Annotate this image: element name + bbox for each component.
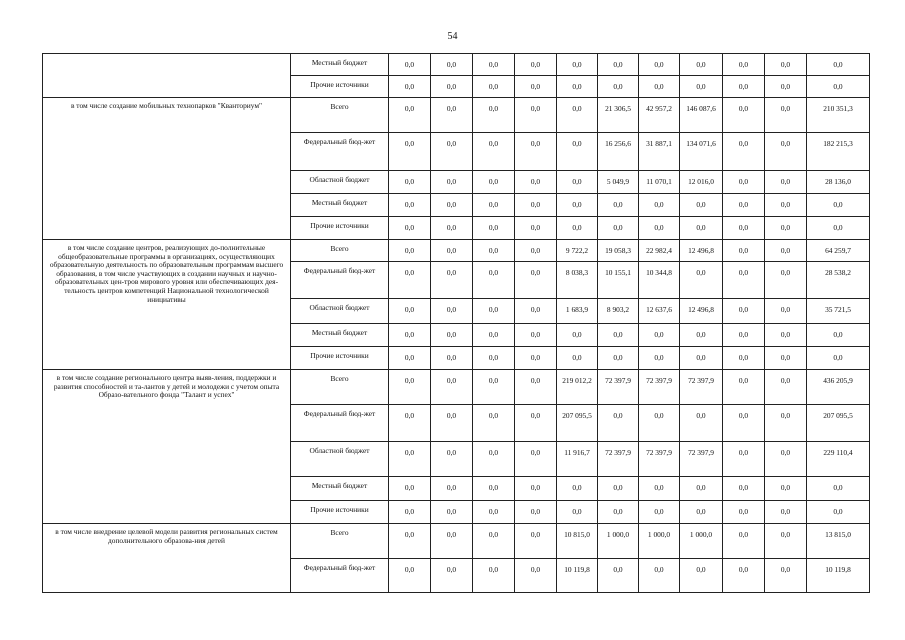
table-row: [43, 370, 870, 405]
value-cell: 0,0: [431, 299, 473, 324]
value-cell: 72 397,9: [680, 370, 723, 405]
value-cell: 1 683,9: [557, 299, 598, 324]
value-cell: 12 016,0: [680, 171, 723, 194]
funding-source: Местный бюджет: [291, 477, 389, 501]
value-cell: 0,0: [431, 477, 473, 501]
value-cell: 0,0: [639, 347, 680, 370]
value-cell: 31 887,1: [639, 133, 680, 171]
funding-source: Местный бюджет: [291, 54, 389, 76]
value-cell: 42 957,2: [639, 98, 680, 133]
funding-source: Областной бюджет: [291, 299, 389, 324]
value-cell: 0,0: [389, 370, 431, 405]
value-cell: 0,0: [389, 240, 431, 262]
value-cell: 0,0: [515, 299, 557, 324]
value-cell: 0,0: [557, 76, 598, 98]
value-cell: 0,0: [680, 347, 723, 370]
value-cell: 0,0: [765, 217, 807, 240]
value-cell: 0,0: [598, 347, 639, 370]
value-cell: 0,0: [389, 171, 431, 194]
value-cell: 0,0: [515, 194, 557, 217]
value-cell: 0,0: [765, 324, 807, 347]
value-cell: 0,0: [639, 217, 680, 240]
total-cell: 207 095,5: [807, 405, 870, 442]
funding-source: Всего: [291, 98, 389, 133]
value-cell: 0,0: [515, 98, 557, 133]
value-cell: 0,0: [473, 54, 515, 76]
funding-source: Федеральный бюд-жет: [291, 262, 389, 299]
value-cell: 0,0: [515, 76, 557, 98]
value-cell: 0,0: [765, 54, 807, 76]
funding-source: Местный бюджет: [291, 324, 389, 347]
value-cell: 0,0: [598, 324, 639, 347]
value-cell: 0,0: [431, 171, 473, 194]
value-cell: 0,0: [723, 477, 765, 501]
value-cell: 0,0: [515, 217, 557, 240]
value-cell: 0,0: [473, 98, 515, 133]
value-cell: 0,0: [473, 405, 515, 442]
total-cell: 0,0: [807, 217, 870, 240]
value-cell: 1 000,0: [639, 524, 680, 559]
value-cell: 21 306,5: [598, 98, 639, 133]
value-cell: 0,0: [765, 559, 807, 593]
value-cell: 0,0: [680, 477, 723, 501]
total-cell: 64 259,7: [807, 240, 870, 262]
value-cell: 0,0: [431, 262, 473, 299]
value-cell: 0,0: [723, 524, 765, 559]
value-cell: 0,0: [431, 524, 473, 559]
value-cell: 0,0: [389, 194, 431, 217]
value-cell: 0,0: [765, 133, 807, 171]
funding-source: Прочие источники: [291, 501, 389, 524]
value-cell: 0,0: [680, 54, 723, 76]
value-cell: 0,0: [473, 324, 515, 347]
table-row: [43, 524, 870, 559]
value-cell: 0,0: [557, 133, 598, 171]
value-cell: 0,0: [389, 501, 431, 524]
value-cell: 0,0: [515, 171, 557, 194]
value-cell: 0,0: [557, 477, 598, 501]
value-cell: 0,0: [723, 324, 765, 347]
value-cell: 0,0: [473, 262, 515, 299]
value-cell: 0,0: [389, 299, 431, 324]
funding-source: Прочие источники: [291, 217, 389, 240]
value-cell: 0,0: [723, 559, 765, 593]
value-cell: 0,0: [389, 76, 431, 98]
value-cell: 72 397,9: [639, 370, 680, 405]
value-cell: 0,0: [639, 54, 680, 76]
value-cell: 0,0: [389, 442, 431, 477]
funding-source: Областной бюджет: [291, 442, 389, 477]
value-cell: 0,0: [473, 347, 515, 370]
value-cell: 0,0: [557, 98, 598, 133]
value-cell: 0,0: [473, 477, 515, 501]
value-cell: 0,0: [598, 217, 639, 240]
value-cell: 0,0: [515, 477, 557, 501]
value-cell: 0,0: [639, 76, 680, 98]
value-cell: 1 000,0: [680, 524, 723, 559]
value-cell: 0,0: [389, 217, 431, 240]
value-cell: 134 071,6: [680, 133, 723, 171]
value-cell: 0,0: [598, 477, 639, 501]
funding-source: Всего: [291, 370, 389, 405]
value-cell: 0,0: [680, 501, 723, 524]
value-cell: 0,0: [515, 524, 557, 559]
value-cell: 0,0: [389, 98, 431, 133]
value-cell: 16 256,6: [598, 133, 639, 171]
total-cell: 0,0: [807, 501, 870, 524]
total-cell: 182 215,3: [807, 133, 870, 171]
value-cell: 0,0: [598, 405, 639, 442]
value-cell: 1 000,0: [598, 524, 639, 559]
value-cell: 0,0: [765, 194, 807, 217]
value-cell: 0,0: [389, 477, 431, 501]
value-cell: 0,0: [431, 501, 473, 524]
funding-source: Федеральный бюд-жет: [291, 559, 389, 593]
value-cell: 0,0: [639, 477, 680, 501]
value-cell: 0,0: [515, 240, 557, 262]
total-cell: 28 136,0: [807, 171, 870, 194]
value-cell: 10 119,8: [557, 559, 598, 593]
total-cell: 229 110,4: [807, 442, 870, 477]
value-cell: 0,0: [431, 98, 473, 133]
funding-source: Федеральный бюд-жет: [291, 405, 389, 442]
value-cell: 0,0: [557, 194, 598, 217]
total-cell: 28 538,2: [807, 262, 870, 299]
value-cell: 0,0: [765, 347, 807, 370]
value-cell: 72 397,9: [598, 370, 639, 405]
value-cell: 0,0: [473, 217, 515, 240]
table-row: [43, 240, 870, 262]
total-cell: 0,0: [807, 347, 870, 370]
value-cell: 0,0: [431, 405, 473, 442]
funding-source: Всего: [291, 240, 389, 262]
value-cell: 72 397,9: [598, 442, 639, 477]
value-cell: 0,0: [515, 559, 557, 593]
value-cell: 0,0: [431, 370, 473, 405]
value-cell: 0,0: [765, 299, 807, 324]
value-cell: 0,0: [473, 133, 515, 171]
value-cell: 0,0: [431, 347, 473, 370]
value-cell: 0,0: [723, 370, 765, 405]
value-cell: 10 155,1: [598, 262, 639, 299]
value-cell: 0,0: [431, 240, 473, 262]
value-cell: 0,0: [473, 524, 515, 559]
value-cell: 0,0: [723, 240, 765, 262]
value-cell: 0,0: [389, 133, 431, 171]
total-cell: 0,0: [807, 76, 870, 98]
value-cell: 0,0: [557, 347, 598, 370]
funding-source: Областной бюджет: [291, 171, 389, 194]
value-cell: 0,0: [680, 194, 723, 217]
budget-table: [42, 53, 870, 593]
value-cell: 0,0: [723, 217, 765, 240]
value-cell: 0,0: [431, 133, 473, 171]
value-cell: 0,0: [765, 240, 807, 262]
value-cell: 0,0: [473, 171, 515, 194]
value-cell: 0,0: [431, 442, 473, 477]
value-cell: 0,0: [723, 442, 765, 477]
value-cell: 0,0: [680, 324, 723, 347]
value-cell: 0,0: [639, 194, 680, 217]
value-cell: 0,0: [598, 559, 639, 593]
value-cell: 0,0: [431, 76, 473, 98]
value-cell: 0,0: [765, 76, 807, 98]
value-cell: 0,0: [515, 501, 557, 524]
value-cell: 0,0: [515, 370, 557, 405]
value-cell: 72 397,9: [639, 442, 680, 477]
value-cell: 219 012,2: [557, 370, 598, 405]
value-cell: 22 982,4: [639, 240, 680, 262]
funding-source: Местный бюджет: [291, 194, 389, 217]
activity-description: в том числе создание центров, реализующих до-полнительные общеобразовательные программы в организациях, осуществляющих образовательную деятельность по образовательным программам высшего образования, в том числе участвующих в создании научных и научно-образовательных цен-тров мирового уровня или обеспечивающих дея-тельность центров компетенций Национальной технологической инициативы: [43, 240, 291, 370]
total-cell: 0,0: [807, 477, 870, 501]
activity-description: [43, 54, 291, 98]
value-cell: 0,0: [765, 524, 807, 559]
value-cell: 0,0: [473, 194, 515, 217]
value-cell: 0,0: [639, 501, 680, 524]
total-cell: 0,0: [807, 194, 870, 217]
value-cell: 12 637,6: [639, 299, 680, 324]
value-cell: 0,0: [389, 262, 431, 299]
value-cell: 0,0: [389, 324, 431, 347]
value-cell: 0,0: [389, 524, 431, 559]
value-cell: 72 397,9: [680, 442, 723, 477]
value-cell: 0,0: [598, 194, 639, 217]
activity-description: в том числе создание регионального центра выяв-ления, поддержки и развития способностей и та-лантов у детей и молодежи с учетом опыта Образо-вательного фонда "Талант и успех": [43, 370, 291, 524]
value-cell: 146 087,6: [680, 98, 723, 133]
value-cell: 0,0: [515, 133, 557, 171]
value-cell: 0,0: [639, 324, 680, 347]
value-cell: 0,0: [389, 347, 431, 370]
page-number: 54: [447, 31, 458, 42]
total-cell: 0,0: [807, 54, 870, 76]
value-cell: 0,0: [515, 442, 557, 477]
value-cell: 0,0: [431, 54, 473, 76]
value-cell: 0,0: [557, 501, 598, 524]
value-cell: 0,0: [723, 133, 765, 171]
value-cell: 0,0: [723, 405, 765, 442]
value-cell: 0,0: [389, 54, 431, 76]
value-cell: 0,0: [557, 54, 598, 76]
total-cell: 13 815,0: [807, 524, 870, 559]
value-cell: 0,0: [723, 194, 765, 217]
value-cell: 5 049,9: [598, 171, 639, 194]
value-cell: 0,0: [765, 442, 807, 477]
value-cell: 0,0: [639, 405, 680, 442]
value-cell: 0,0: [473, 370, 515, 405]
value-cell: 0,0: [598, 501, 639, 524]
value-cell: 0,0: [680, 217, 723, 240]
value-cell: 0,0: [680, 405, 723, 442]
total-cell: 35 721,5: [807, 299, 870, 324]
value-cell: 0,0: [723, 98, 765, 133]
value-cell: 0,0: [680, 559, 723, 593]
value-cell: 0,0: [515, 324, 557, 347]
value-cell: 0,0: [723, 54, 765, 76]
value-cell: 0,0: [473, 299, 515, 324]
value-cell: 0,0: [473, 559, 515, 593]
value-cell: 0,0: [431, 324, 473, 347]
value-cell: 0,0: [431, 217, 473, 240]
value-cell: 0,0: [598, 54, 639, 76]
total-cell: 210 351,3: [807, 98, 870, 133]
value-cell: 0,0: [431, 194, 473, 217]
value-cell: 0,0: [515, 54, 557, 76]
value-cell: 0,0: [431, 559, 473, 593]
value-cell: 0,0: [557, 324, 598, 347]
value-cell: 11 916,7: [557, 442, 598, 477]
value-cell: 0,0: [765, 405, 807, 442]
value-cell: 10 815,0: [557, 524, 598, 559]
total-cell: 0,0: [807, 324, 870, 347]
table-row: [43, 98, 870, 133]
value-cell: 0,0: [515, 405, 557, 442]
funding-source: Федеральный бюд-жет: [291, 133, 389, 171]
activity-description: в том числе создание мобильных технопарков "Кванториум": [43, 98, 291, 240]
value-cell: 0,0: [723, 299, 765, 324]
value-cell: 12 496,8: [680, 299, 723, 324]
value-cell: 10 344,8: [639, 262, 680, 299]
table-row: [43, 54, 870, 76]
value-cell: 0,0: [389, 559, 431, 593]
value-cell: 0,0: [723, 76, 765, 98]
value-cell: 8 903,2: [598, 299, 639, 324]
value-cell: 0,0: [765, 477, 807, 501]
value-cell: 0,0: [723, 501, 765, 524]
funding-source: Всего: [291, 524, 389, 559]
value-cell: 9 722,2: [557, 240, 598, 262]
total-cell: 10 119,8: [807, 559, 870, 593]
value-cell: 0,0: [557, 171, 598, 194]
value-cell: 0,0: [557, 217, 598, 240]
value-cell: 0,0: [473, 501, 515, 524]
value-cell: 0,0: [680, 76, 723, 98]
value-cell: 0,0: [598, 76, 639, 98]
value-cell: 0,0: [765, 171, 807, 194]
value-cell: 0,0: [723, 347, 765, 370]
value-cell: 0,0: [473, 76, 515, 98]
value-cell: 19 058,3: [598, 240, 639, 262]
funding-source: Прочие источники: [291, 76, 389, 98]
total-cell: 436 205,9: [807, 370, 870, 405]
value-cell: 207 095,5: [557, 405, 598, 442]
value-cell: 8 038,3: [557, 262, 598, 299]
value-cell: 0,0: [515, 347, 557, 370]
value-cell: 0,0: [765, 262, 807, 299]
value-cell: 0,0: [680, 262, 723, 299]
value-cell: 12 496,8: [680, 240, 723, 262]
value-cell: 0,0: [765, 501, 807, 524]
value-cell: 0,0: [473, 442, 515, 477]
value-cell: 0,0: [765, 370, 807, 405]
funding-source: Прочие источники: [291, 347, 389, 370]
value-cell: 0,0: [389, 405, 431, 442]
value-cell: 0,0: [723, 171, 765, 194]
activity-description: в том числе внедрение целевой модели развития региональных систем дополнительного образова-ния детей: [43, 524, 291, 593]
value-cell: 11 070,1: [639, 171, 680, 194]
value-cell: 0,0: [515, 262, 557, 299]
value-cell: 0,0: [765, 98, 807, 133]
value-cell: 0,0: [639, 559, 680, 593]
value-cell: 0,0: [473, 240, 515, 262]
value-cell: 0,0: [723, 262, 765, 299]
